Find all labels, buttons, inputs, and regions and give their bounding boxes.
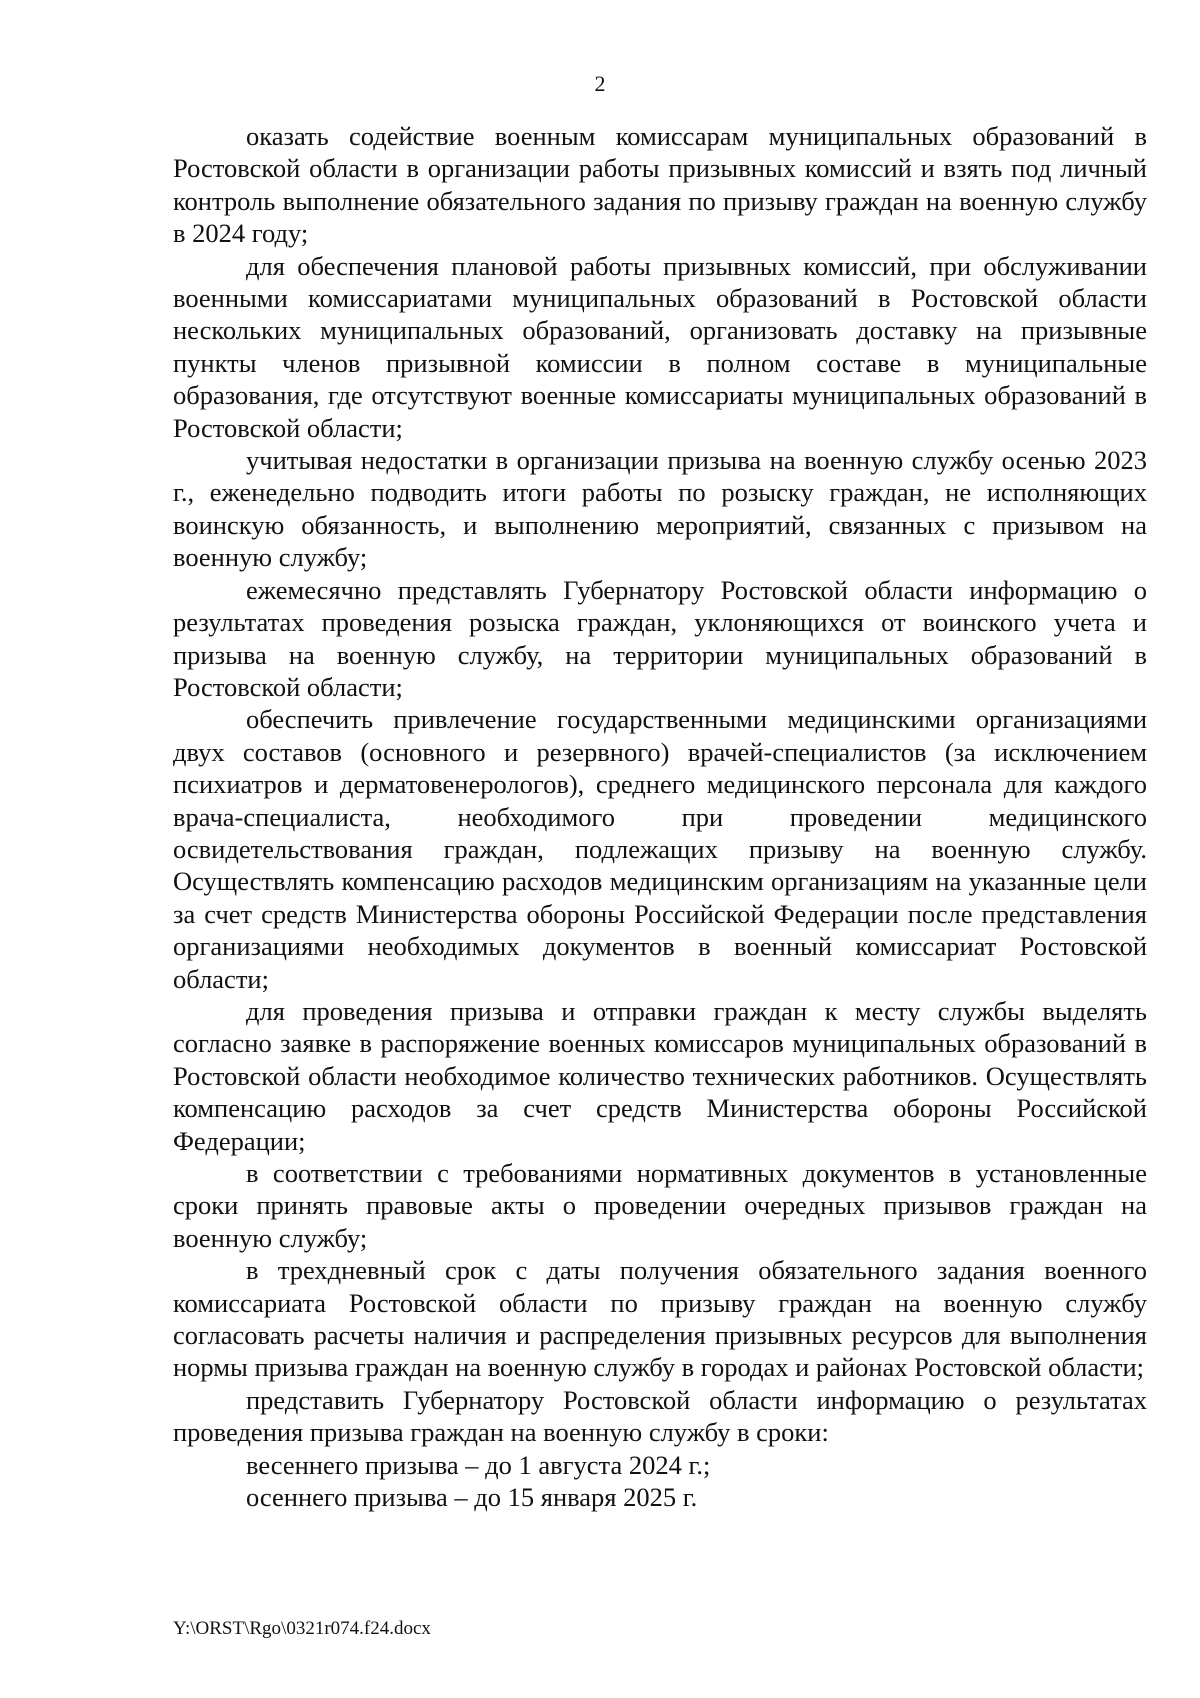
paragraph: представить Губернатору Ростовской области информацию о результатах проведения призыва граждан на военную службу в сроки:	[173, 1384, 1147, 1448]
paragraph: для обеспечения плановой работы призывных комиссий, при обслуживании военными комиссариатами муниципальных образований в Ростовской области нескольких муниципальных образований, организовать доставку на призывные пункты членов призывной комиссии в полном составе в муниципальные образования, где отсутствуют военные комиссариаты муниципальных образований в Ростовской области;	[173, 250, 1147, 443]
paragraph: в трехдневный срок с даты получения обязательного задания военного комиссариата Ростовской области по призыву граждан на военную службу согласовать расчеты наличия и распределения призывных ресурсов для выполнения нормы призыва граждан на военную службу в городах и районах Ростовской области;	[173, 1255, 1147, 1383]
paragraph: ежемесячно представлять Губернатору Ростовской области информацию о результатах проведения розыска граждан, уклоняющихся от воинского учета и призыва на военную службу, на территории муниципальных образований в Ростовской области;	[173, 574, 1147, 702]
paragraph: учитывая недостатки в организации призыва на военную службу осенью 2023 г., еженедельно подводить итоги работы по розыску граждан, не исполняющих воинскую обязанность, и выполнению мероприятий, связанных с призывом на военную службу;	[173, 445, 1147, 573]
paragraph: оказать содействие военным комиссарам муниципальных образований в Ростовской области в организации работы призывных комиссий и взять под личный контроль выполнение обязательного задания по призыву граждан на военную службу в 2024 году;	[173, 121, 1147, 249]
footer-file-path: Y:\ORST\Rgo\0321r074.f24.docx	[173, 1618, 431, 1639]
paragraph: в соответствии с требованиями нормативных документов в установленные сроки принять правовые акты о проведении очередных призывов граждан на военную службу;	[173, 1158, 1147, 1253]
page-number: 2	[594, 71, 606, 96]
paragraph: весеннего призыва – до 1 августа 2024 г.;	[246, 1449, 711, 1480]
paragraph: осеннего призыва – до 15 января 2025 г.	[246, 1482, 698, 1513]
paragraph: для проведения призыва и отправки граждан к месту службы выделять согласно заявке в распоряжение военных комиссаров муниципальных образований в Ростовской области необходимое количество технических работников. Осуществлять компенсацию расходов за счет средств Министерства обороны Российской Федерации;	[173, 995, 1147, 1156]
paragraph: обеспечить привлечение государственными медицинскими организациями двух составов (основного и резервного) врачей-специалистов (за исключением психиатров и дерматовенерологов), среднего медицинского персонала для каждого врача-специалиста, необходимого при проведении медицинского освидетельствования граждан, подлежащих призыву на военную службу. Осуществлять компенсацию расходов медицинским организациям на указанные цели за счет средств Министерства обороны Российской Федерации после представления организациями необходимых документов в военный комиссариат Ростовской области;	[173, 704, 1147, 994]
document-body	[173, 120, 1147, 1513]
